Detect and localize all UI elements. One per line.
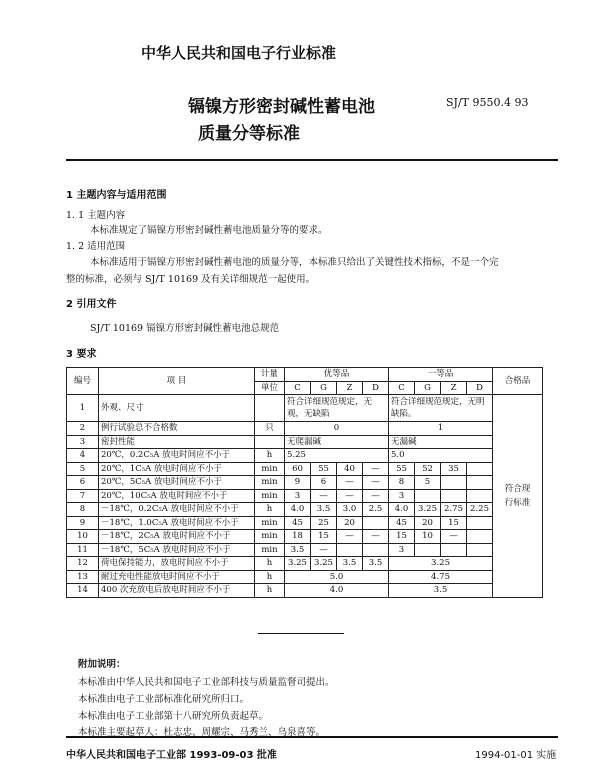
- section-1-1-heading: 1. 1 主题内容: [66, 210, 126, 221]
- row-item: －18℃，0.2C₅A 放电时间应不小于: [99, 503, 255, 517]
- row-unit: h: [255, 449, 285, 463]
- table-end-rule: [258, 633, 344, 634]
- superior-c: 3.5: [285, 543, 311, 557]
- table-row: [67, 489, 543, 503]
- table-row: [67, 543, 543, 557]
- footer-rule: [66, 736, 558, 738]
- row-first-merged: [389, 395, 493, 422]
- row-item: 20℃，1C₅A 放电时间应不小于: [99, 462, 255, 476]
- effective-date: 1994-01-01 实施: [475, 750, 557, 761]
- row-unit: 只: [255, 422, 285, 436]
- row-item: 20℃，5C₅A 放电时间应不小于: [99, 476, 255, 490]
- subheader-cell: D: [363, 381, 389, 395]
- row-item: 外观、尺寸: [99, 395, 255, 422]
- row-item: 密封性能: [99, 435, 255, 449]
- first-d: [467, 516, 493, 530]
- row-unit: [255, 395, 285, 422]
- header-unit: 计量: [255, 368, 285, 382]
- header-no: 编号: [67, 368, 99, 395]
- row-first-merged: 1: [389, 422, 493, 436]
- row-first-merged: 4.75: [389, 570, 493, 584]
- row-no: 8: [67, 503, 99, 517]
- qualified-grade-cell: [493, 395, 543, 598]
- table-row: [67, 584, 543, 598]
- row-no: 2: [67, 422, 99, 436]
- row-no: 1: [67, 395, 99, 422]
- section-2-heading: 2 引用文件: [66, 299, 117, 310]
- row-superior-line1: 符合详细规范规定，无: [287, 397, 373, 407]
- first-g: 20: [415, 516, 441, 530]
- document-title-line2: 质量分等标准: [198, 124, 300, 144]
- superior-c: 4.0: [285, 503, 311, 517]
- row-first-merged: 3.25: [389, 557, 493, 571]
- row-superior-merged: 4.0: [285, 584, 389, 598]
- header-unit-line2: 单位: [255, 381, 285, 395]
- row-first-line2: 缺陷。: [391, 409, 417, 419]
- superior-g: 55: [311, 462, 337, 476]
- row-unit: h: [255, 570, 285, 584]
- row-item: 耐过充电性能放电时间应不小于: [99, 570, 255, 584]
- first-g: 52: [415, 462, 441, 476]
- row-unit: h: [255, 584, 285, 598]
- first-d: [467, 489, 493, 503]
- section-1-2-body-line1: 本标准适用于镉镍方形密封碱性蓄电池的质量分等，本标准只给出了关键性技术指标，不是一个完: [90, 257, 499, 268]
- row-unit: min: [255, 476, 285, 490]
- superior-g: 6: [311, 476, 337, 490]
- row-item: 20℃，10C₅A 放电时间应不小于: [99, 489, 255, 503]
- subheader-cell: C: [389, 381, 415, 395]
- header-rule: [66, 159, 558, 161]
- document-title-line1: 镉镍方形密封碱性蓄电池: [188, 97, 375, 117]
- first-z: —: [441, 530, 467, 544]
- superior-z: —: [337, 489, 363, 503]
- first-z: [441, 476, 467, 490]
- row-unit: min: [255, 530, 285, 544]
- superior-g: 15: [311, 530, 337, 544]
- requirements-table: [66, 367, 543, 598]
- superior-z: 40: [337, 462, 363, 476]
- table-row: [67, 422, 543, 436]
- superior-d: 2.5: [363, 503, 389, 517]
- row-superior-line2: 观，无缺陷: [287, 409, 330, 419]
- section-1-2-body-line2: 整的标准，必须与 SJ/T 10169 及有关详细规范一起使用。: [66, 274, 316, 285]
- table-row: [67, 435, 543, 449]
- industry-standard-heading: 中华人民共和国电子行业标准: [141, 44, 337, 62]
- standard-number: SJ/T 9550.4 93: [446, 96, 529, 109]
- row-unit: h: [255, 503, 285, 517]
- header-first-grade: 一等品: [389, 368, 493, 382]
- table-row: [67, 570, 543, 584]
- superior-z: 20: [337, 516, 363, 530]
- superior-c: 3.25: [285, 557, 311, 571]
- row-item: 20℃，0.2C₅A 放电时间应不小于: [99, 449, 255, 463]
- row-no: 11: [67, 543, 99, 557]
- row-item: －18℃，2C₅A 放电时间应不小于: [99, 530, 255, 544]
- subheader-cell: Z: [337, 381, 363, 395]
- first-c: 3: [389, 489, 415, 503]
- superior-g: 25: [311, 516, 337, 530]
- row-item: 400 次充放电后放电时间应不小于: [99, 584, 255, 598]
- table-header-row: [67, 368, 543, 382]
- superior-z: —: [337, 530, 363, 544]
- first-z: 2.75: [441, 503, 467, 517]
- superior-d: —: [363, 489, 389, 503]
- first-c: 55: [389, 462, 415, 476]
- subheader-cell: G: [415, 381, 441, 395]
- approval-date: 中华人民共和国电子工业部 1993-09-03 批准: [66, 750, 277, 761]
- section-1-1-body: 本标准规定了镉镍方形密封碱性蓄电池质量分等的要求。: [90, 225, 328, 236]
- superior-c: 60: [285, 462, 311, 476]
- superior-z: —: [337, 476, 363, 490]
- subheader-cell: D: [467, 381, 493, 395]
- superior-g: 3.5: [311, 503, 337, 517]
- row-superior-merged: 0: [285, 422, 389, 436]
- subheader-cell: C: [285, 381, 311, 395]
- appendix-title: 附加说明：: [78, 659, 126, 670]
- subheader-cell: Z: [441, 381, 467, 395]
- superior-z: 3.5: [337, 557, 363, 571]
- row-superior-merged: 无爬漏碱: [285, 435, 389, 449]
- appendix-line-1: 本标准由中华人民共和国电子工业部科技与质量监督司提出。: [78, 677, 335, 688]
- superior-d: [363, 543, 389, 557]
- subheader-cell: G: [311, 381, 337, 395]
- table-row: [67, 395, 543, 422]
- row-no: 9: [67, 516, 99, 530]
- row-item: 荷电保持能力，放电时间应不小于: [99, 557, 255, 571]
- superior-d: —: [363, 462, 389, 476]
- table-row: [67, 449, 543, 463]
- first-d: [467, 476, 493, 490]
- superior-d: 3.5: [363, 557, 389, 571]
- first-d: [467, 462, 493, 476]
- qualified-line2: 行标准: [504, 497, 531, 508]
- first-z: 35: [441, 462, 467, 476]
- header-superior-grade: 优等品: [285, 368, 389, 382]
- row-first-line1: 符合详细规范规定，无明: [391, 397, 485, 407]
- first-z: 15: [441, 516, 467, 530]
- reference-document: SJ/T 10169 镉镍方形密封碱性蓄电池总规范: [90, 323, 280, 334]
- row-superior-merged: 5.0: [285, 570, 389, 584]
- first-z: [441, 543, 467, 557]
- qualified-line1: 符合现: [504, 483, 531, 494]
- first-c: 15: [389, 530, 415, 544]
- superior-c: 3: [285, 489, 311, 503]
- first-c: 45: [389, 516, 415, 530]
- table-row: [67, 503, 543, 517]
- section-1-heading: 1 主题内容与适用范围: [66, 190, 167, 201]
- row-unit: min: [255, 516, 285, 530]
- first-d: [467, 530, 493, 544]
- row-item: －18℃，5C₅A 放电时间应不小于: [99, 543, 255, 557]
- table-row: [67, 530, 543, 544]
- row-item: －18℃，1.0C₅A 放电时间应不小于: [99, 516, 255, 530]
- first-z: [441, 489, 467, 503]
- appendix-line-2: 本标准由电子工业部标准化研究所归口。: [78, 694, 250, 705]
- row-no: 4: [67, 449, 99, 463]
- appendix-line-4: 本标准主要起草人：杜志忠、周耀宗、马秀兰、乌泉喜等。: [78, 727, 326, 738]
- table-row: [67, 462, 543, 476]
- superior-c: 45: [285, 516, 311, 530]
- row-unit: min: [255, 489, 285, 503]
- superior-d: —: [363, 476, 389, 490]
- superior-d: —: [363, 530, 389, 544]
- superior-g: 3.25: [311, 557, 337, 571]
- header-item: 项 目: [99, 368, 255, 395]
- row-first-merged: 5.0: [389, 449, 493, 463]
- row-no: 7: [67, 489, 99, 503]
- row-unit: min: [255, 543, 285, 557]
- table-row: [67, 476, 543, 490]
- superior-c: 18: [285, 530, 311, 544]
- table-row: [67, 516, 543, 530]
- row-superior-merged: [285, 395, 389, 422]
- row-unit: h: [255, 557, 285, 571]
- header-qualified-grade: 合格品: [493, 368, 543, 395]
- row-first-merged: 无漏碱: [389, 435, 493, 449]
- first-d: 2.25: [467, 503, 493, 517]
- table-row: [67, 557, 543, 571]
- row-item: 例行试验总不合格数: [99, 422, 255, 436]
- superior-g: —: [311, 543, 337, 557]
- first-g: [415, 543, 441, 557]
- appendix-line-3: 本标准由电子工业部第十八研究所负责起草。: [78, 711, 269, 722]
- row-no: 14: [67, 584, 99, 598]
- row-superior-merged: 5.25: [285, 449, 389, 463]
- row-no: 12: [67, 557, 99, 571]
- row-unit: [255, 435, 285, 449]
- section-3-heading: 3 要求: [66, 349, 97, 360]
- row-no: 10: [67, 530, 99, 544]
- row-no: 3: [67, 435, 99, 449]
- row-no: 13: [67, 570, 99, 584]
- first-g: [415, 489, 441, 503]
- first-c: 4.0: [389, 503, 415, 517]
- first-d: [467, 543, 493, 557]
- first-c: 8: [389, 476, 415, 490]
- row-no: 5: [67, 462, 99, 476]
- first-g: 10: [415, 530, 441, 544]
- superior-d: [363, 516, 389, 530]
- row-first-merged: 3.5: [389, 584, 493, 598]
- superior-g: —: [311, 489, 337, 503]
- first-c: 3: [389, 543, 415, 557]
- superior-c: 9: [285, 476, 311, 490]
- first-g: 5: [415, 476, 441, 490]
- superior-z: 3.0: [337, 503, 363, 517]
- superior-z: [337, 543, 363, 557]
- first-g: 3.25: [415, 503, 441, 517]
- section-1-2-heading: 1. 2 适用范围: [66, 241, 126, 252]
- row-unit: min: [255, 462, 285, 476]
- row-no: 6: [67, 476, 99, 490]
